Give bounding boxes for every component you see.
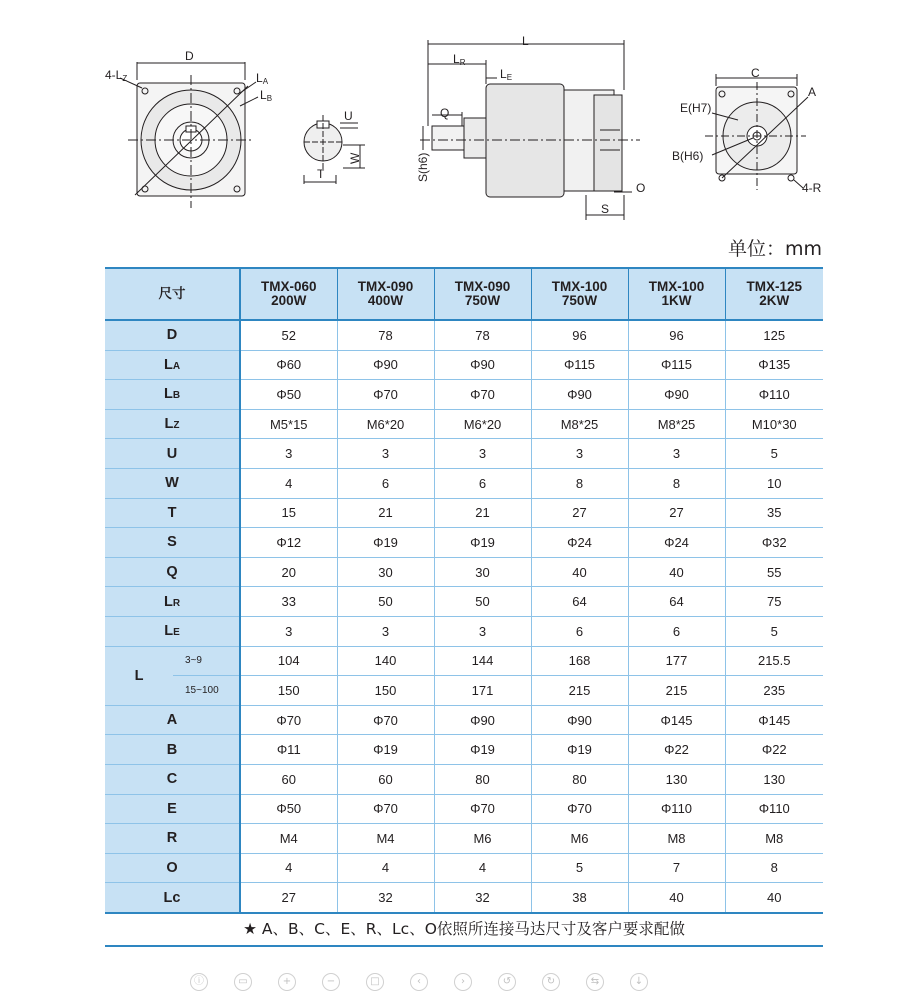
model-name: TMX-125 [746,279,803,294]
row-header [105,883,240,913]
table-cell: Φ24 [531,528,628,558]
row-header [105,350,240,380]
table-cell: Φ90 [628,380,725,410]
row-header-L: L [105,646,173,705]
table-cell: 32 [337,883,434,913]
row-header [105,735,240,765]
table-cell: 5 [725,616,823,646]
label-B-h6: B(H6) [672,149,704,163]
info-icon[interactable]: ⓘ [190,973,208,991]
row-label-subscript: R [172,597,181,609]
table-cell: Φ145 [628,705,725,735]
table-row [105,705,823,735]
table-cell: 40 [628,557,725,587]
table-cell: 33 [240,587,337,617]
label-C: C [751,66,760,80]
table-row [105,320,823,350]
prev-icon[interactable]: ‹ [410,973,428,991]
table-cell: 40 [531,557,628,587]
table-cell: 40 [628,883,725,913]
table-cell: 7 [628,853,725,883]
row-header [105,853,240,883]
table-cell: 4 [434,853,531,883]
table-cell: 35 [725,498,823,528]
table-cell: 20 [240,557,337,587]
row-label: Q [166,564,178,581]
table-cell: 50 [434,587,531,617]
row-label: L [163,386,173,403]
table-cell: 21 [337,498,434,528]
table-cell: Φ90 [531,705,628,735]
table-cell: M8*25 [531,409,628,439]
table-cell: 64 [628,587,725,617]
table-row [105,350,823,380]
table-cell: Φ70 [337,794,434,824]
table-cell: 64 [531,587,628,617]
table-row [105,439,823,469]
table-cell: Φ24 [628,528,725,558]
row-label-subscript: Z [173,420,180,432]
flange-view-drawing [705,74,808,190]
drawing-svg [0,0,923,230]
table-cell: 104 [240,646,337,676]
row-label: S [167,534,177,551]
table-row [105,824,823,854]
table-cell: 8 [725,853,823,883]
row-label: A [166,712,178,729]
label-T: T [317,167,325,181]
table-row [105,587,823,617]
table-cell: 50 [337,587,434,617]
table-cell: 8 [531,468,628,498]
header-row [105,268,823,320]
spec-table [105,267,823,914]
table-cell: 15 [240,498,337,528]
label-S-bottom: S [601,202,610,216]
table-cell: 8 [628,468,725,498]
table-cell: Φ115 [628,350,725,380]
model-name: TMX-100 [648,279,705,294]
next-icon[interactable]: › [454,973,472,991]
row-header [105,587,240,617]
table-cell: 168 [531,646,628,676]
row-header [105,409,240,439]
row-label: E [167,800,177,817]
model-header [240,268,337,320]
model-name: TMX-090 [357,279,414,294]
table-cell: 5 [531,853,628,883]
row-label: R [166,830,178,847]
model-power: 1KW [661,293,692,308]
table-cell: 4 [337,853,434,883]
table-cell: 60 [240,764,337,794]
row-header [105,498,240,528]
label-A: A [808,85,817,99]
table-cell: 144 [434,646,531,676]
row-label-subscript: B [172,390,181,402]
row-label: C [166,771,178,788]
table-cell: Φ32 [725,528,823,558]
row-header [105,764,240,794]
table-cell: 21 [434,498,531,528]
row-label: O [166,859,178,876]
label-le: LE [500,67,513,82]
table-cell: Φ50 [240,794,337,824]
table-cell: 215 [628,676,725,706]
row-header [105,439,240,469]
label-la: LA [256,71,269,86]
table-cell: M10*30 [725,409,823,439]
row-label: L [163,593,173,610]
table-row [105,498,823,528]
table-cell: 78 [434,320,531,350]
model-header [725,268,823,320]
label-W: W [348,152,362,164]
row-header [105,705,240,735]
ratio-label: 15~100 [173,676,240,706]
image-icon[interactable]: ▭ [234,973,252,991]
table-row [105,380,823,410]
table-cell: 140 [337,646,434,676]
rotate-right-icon[interactable]: ↻ [542,973,560,991]
side-view-drawing [420,40,640,220]
table-cell: 80 [531,764,628,794]
row-label: L [164,416,174,433]
table-cell: M5*15 [240,409,337,439]
table-cell: Φ135 [725,350,823,380]
model-header [337,268,434,320]
model-power: 400W [367,293,404,308]
model-power: 2KW [759,293,790,308]
table-cell: M6 [531,824,628,854]
table-cell: Φ70 [240,705,337,735]
zoom-in-icon[interactable]: + [278,973,296,991]
label-Q: Q [440,106,450,120]
table-row [105,468,823,498]
table-cell: Φ19 [531,735,628,765]
front-view-drawing [120,62,258,208]
table-cell: Φ19 [434,528,531,558]
table-cell: 96 [531,320,628,350]
table-cell: Φ22 [725,735,823,765]
row-label: L [164,623,174,640]
table-cell: 215.5 [725,646,823,676]
row-header [105,824,240,854]
row-header [105,557,240,587]
table-row [105,646,823,676]
row-header [105,616,240,646]
table-cell: 52 [240,320,337,350]
label-lb: LB [260,88,273,103]
label-lr: LR [453,52,466,67]
table-cell: M4 [337,824,434,854]
table-cell: 4 [240,468,337,498]
download-icon[interactable]: ↓ [630,973,648,991]
corner-header: 尺寸 [105,268,240,320]
table-cell: 75 [725,587,823,617]
model-name: TMX-100 [551,279,608,294]
table-cell: 3 [240,439,337,469]
table-cell: 80 [434,764,531,794]
table-cell: 38 [531,883,628,913]
table-cell: Φ110 [628,794,725,824]
table-cell: 32 [434,883,531,913]
table-cell: 125 [725,320,823,350]
row-label: Lc [163,889,181,906]
table-cell: 177 [628,646,725,676]
table-cell: M6*20 [434,409,531,439]
model-power: 750W [561,293,598,308]
fit-icon[interactable]: □ [366,973,384,991]
table-cell: Φ90 [434,350,531,380]
spec-table-body [105,320,823,913]
table-cell: 3 [434,616,531,646]
row-header [105,380,240,410]
table-cell: 215 [531,676,628,706]
table-cell: 3 [531,439,628,469]
table-row [105,616,823,646]
table-cell: 96 [628,320,725,350]
label-4-lz: 4-LZ [105,68,128,83]
table-cell: Φ19 [337,735,434,765]
table-cell: 171 [434,676,531,706]
table-cell: 3 [337,439,434,469]
table-cell: M8 [725,824,823,854]
table-cell: 27 [531,498,628,528]
table-row [105,557,823,587]
table-cell: Φ90 [434,705,531,735]
row-label: B [166,741,178,758]
ratio-label: 3~9 [173,646,240,676]
table-cell: 27 [628,498,725,528]
label-L: L [522,34,529,48]
table-cell: 6 [434,468,531,498]
row-label-subscript: A [172,360,181,372]
table-cell: 150 [337,676,434,706]
model-power: 200W [271,293,307,308]
table-cell: Φ90 [531,380,628,410]
table-cell: 3 [240,616,337,646]
zoom-out-icon[interactable]: − [322,973,340,991]
label-D: D [185,49,194,63]
table-cell: 130 [628,764,725,794]
table-cell: 3 [337,616,434,646]
row-label: U [166,445,178,462]
table-cell: 10 [725,468,823,498]
table-cell: 5 [725,439,823,469]
label-O: O [636,181,646,195]
key-section-drawing [304,115,365,184]
footnote: ★ A、B、C、E、R、Lc、O依照所连接马达尺寸及客户要求配做 [105,911,823,947]
table-cell: M6*20 [337,409,434,439]
table-row [105,883,823,913]
table-cell: 6 [337,468,434,498]
table-cell: 40 [725,883,823,913]
unit-label: 单位：mm [728,238,823,260]
row-label: W [165,475,179,492]
table-cell: Φ19 [434,735,531,765]
table-row [105,735,823,765]
label-S-h6: S(h6) [416,152,430,182]
table-cell: M6 [434,824,531,854]
table-cell: Φ22 [628,735,725,765]
table-cell: M8*25 [628,409,725,439]
technical-drawings [0,0,923,230]
flip-icon[interactable]: ⇆ [586,973,604,991]
table-cell: Φ11 [240,735,337,765]
table-cell: 3 [628,439,725,469]
table-cell: Φ70 [337,380,434,410]
table-cell: Φ110 [725,794,823,824]
spec-table-header [105,268,823,320]
table-cell: 27 [240,883,337,913]
row-label: L [163,356,173,373]
table-cell: 150 [240,676,337,706]
label-U: U [344,109,353,123]
table-cell: 55 [725,557,823,587]
table-cell: Φ60 [240,350,337,380]
table-cell: M4 [240,824,337,854]
row-header [105,468,240,498]
table-cell: Φ12 [240,528,337,558]
table-cell: 30 [337,557,434,587]
table-cell: Φ70 [531,794,628,824]
row-header [105,528,240,558]
rotate-left-icon[interactable]: ↺ [498,973,516,991]
label-E-h7: E(H7) [680,101,712,115]
model-header [531,268,628,320]
table-row [105,794,823,824]
table-row [105,409,823,439]
table-cell: 3 [434,439,531,469]
table-cell: 78 [337,320,434,350]
row-label: D [166,327,178,344]
table-cell: M8 [628,824,725,854]
table-row [105,853,823,883]
table-cell: 235 [725,676,823,706]
model-header [434,268,531,320]
row-header [105,794,240,824]
table-cell: Φ19 [337,528,434,558]
table-cell: Φ145 [725,705,823,735]
label-4-R: 4-R [802,181,822,195]
table-cell: Φ110 [725,380,823,410]
table-cell: 6 [531,616,628,646]
table-cell: Φ70 [434,380,531,410]
row-label-subscript: E [173,627,180,639]
table-cell: Φ90 [337,350,434,380]
row-header [105,320,240,350]
table-row [105,528,823,558]
model-name: TMX-060 [260,279,317,294]
table-cell: Φ70 [434,794,531,824]
table-cell: 6 [628,616,725,646]
table-cell: Φ50 [240,380,337,410]
table-cell: 130 [725,764,823,794]
table-cell: Φ70 [337,705,434,735]
table-cell: 30 [434,557,531,587]
table-cell: 60 [337,764,434,794]
viewer-toolbar [190,974,730,989]
row-label: T [167,504,177,521]
table-row [105,676,823,706]
model-name: TMX-090 [454,279,511,294]
model-power: 750W [464,293,501,308]
model-header [628,268,725,320]
table-cell: Φ115 [531,350,628,380]
table-row [105,764,823,794]
table-cell: 4 [240,853,337,883]
